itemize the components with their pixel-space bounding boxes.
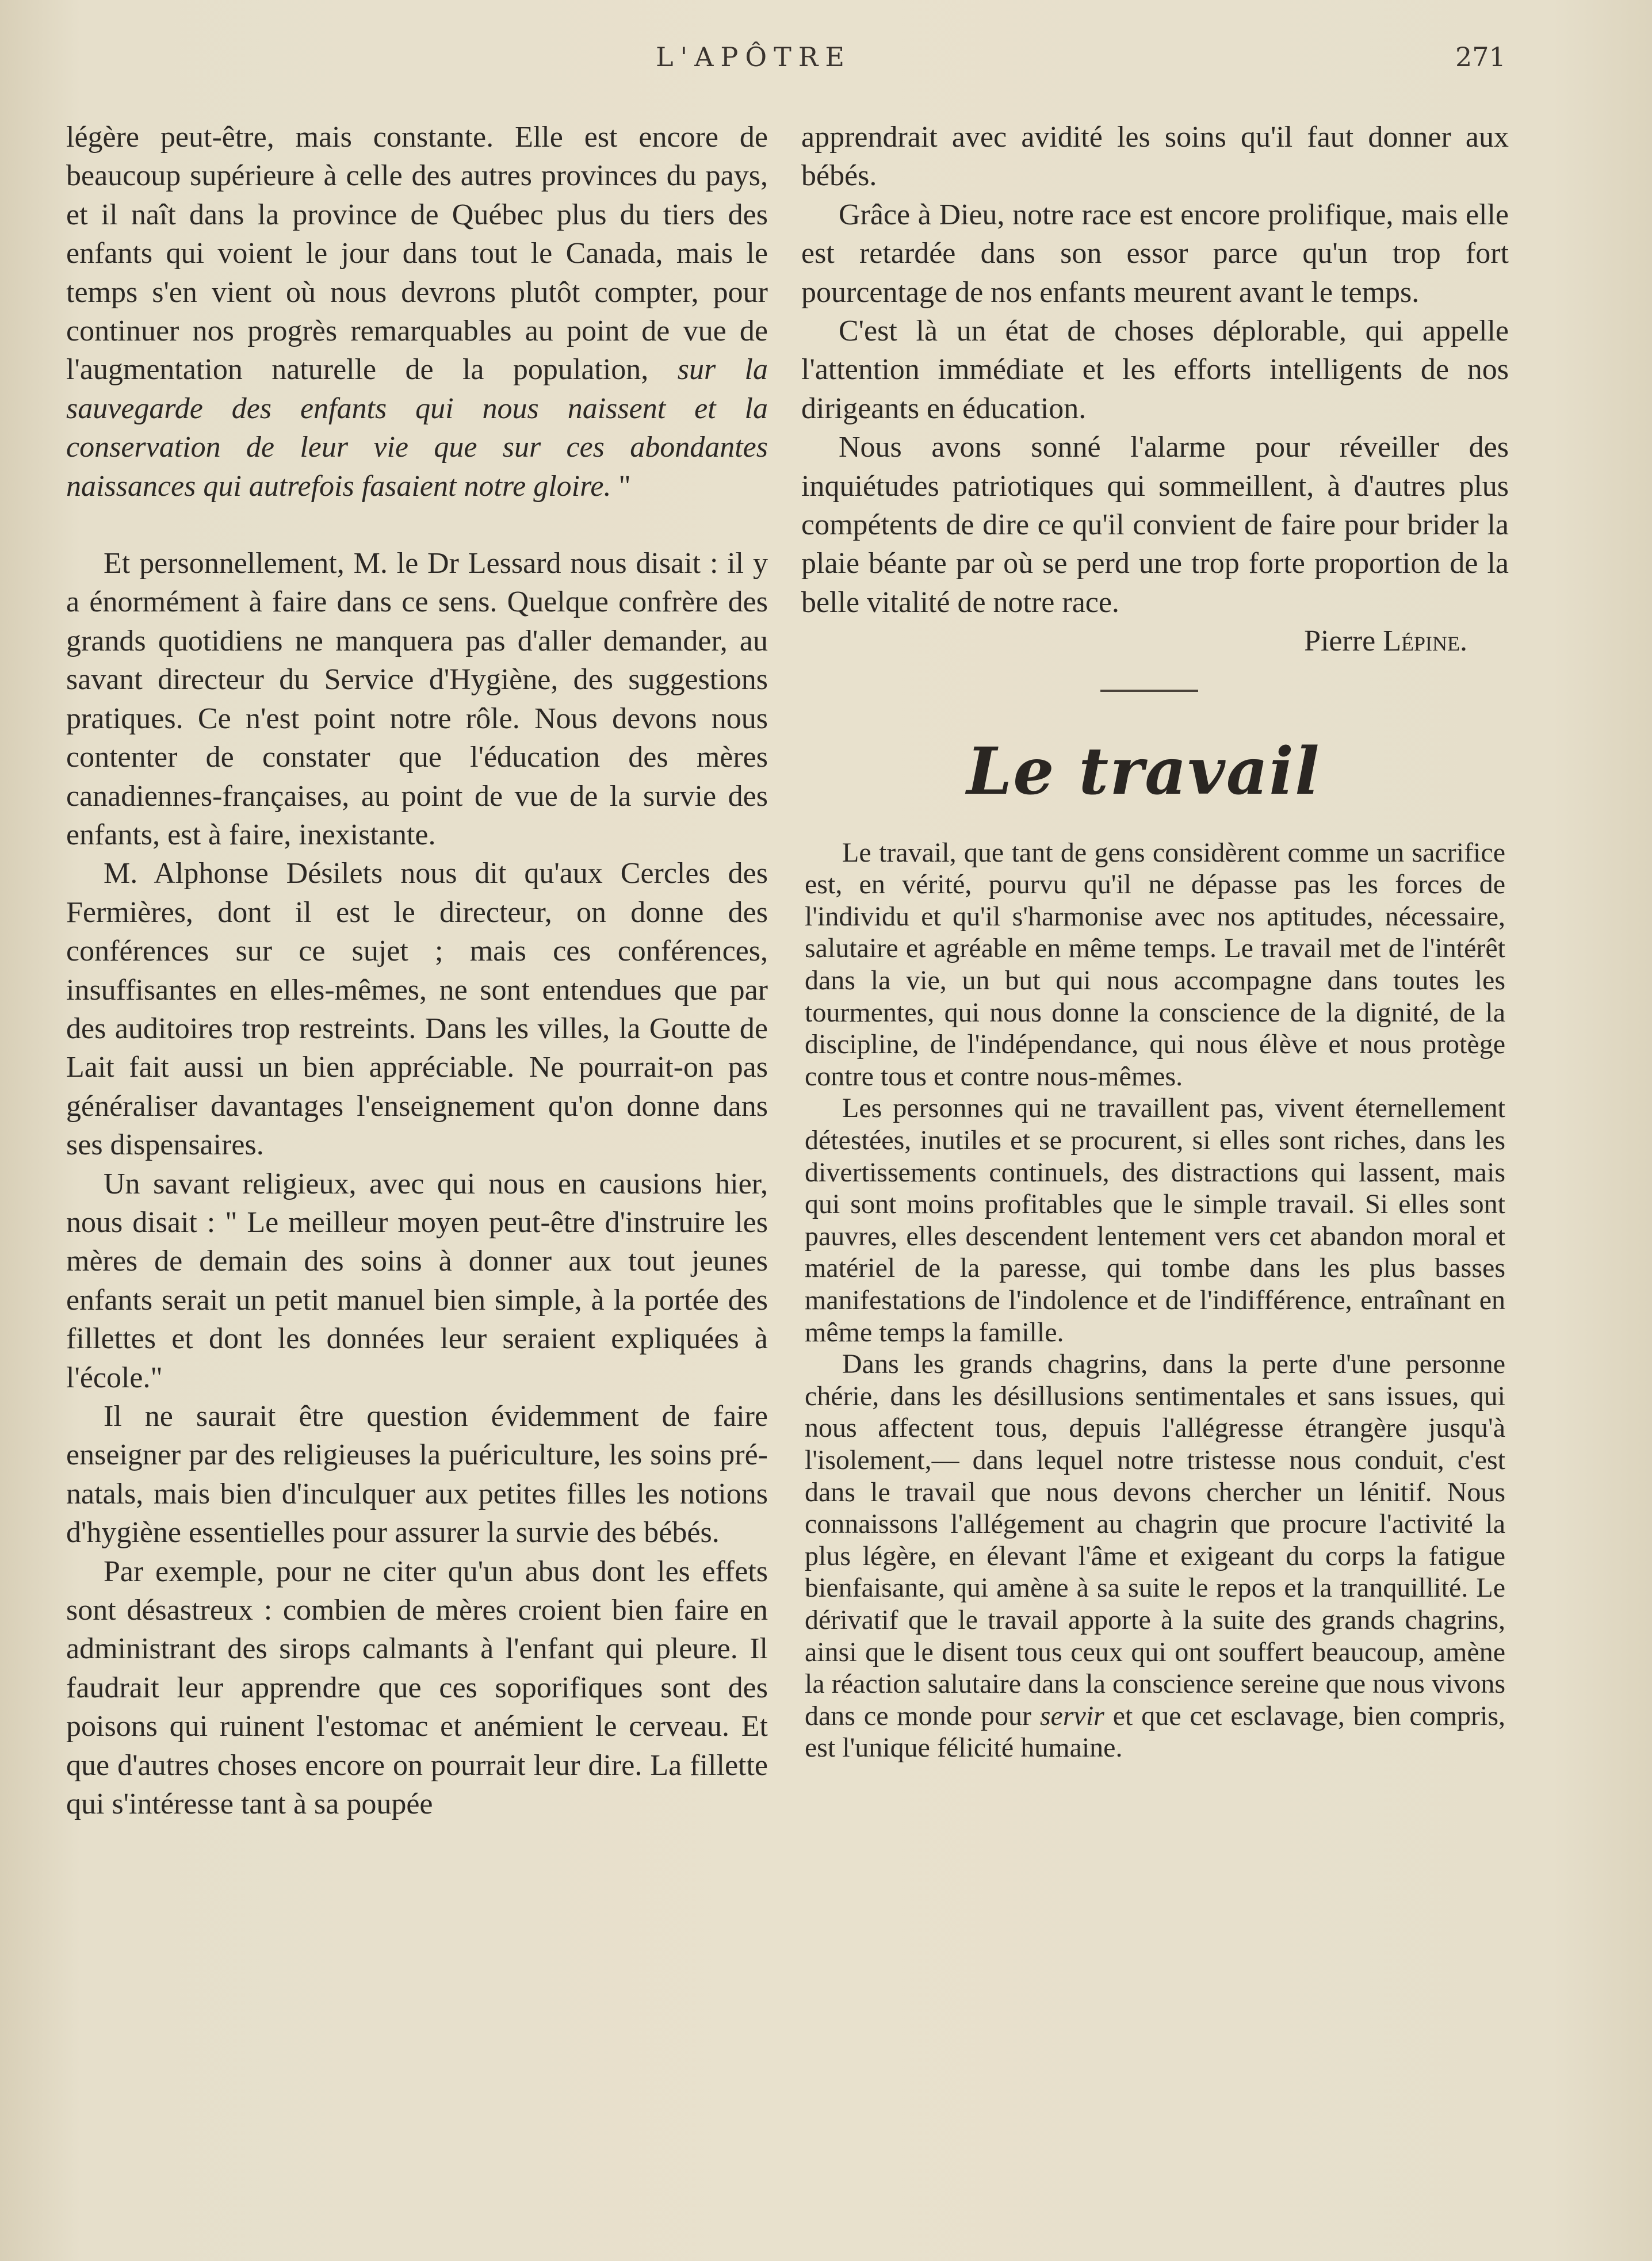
author-signature: [801, 622, 1509, 660]
article-paragraph-1: Le travail, que tant de gens considèrent comme un sacrifice est, en vérité, pourvu qu'il ne dépasse pas les forces de l'individu et qu'il s'harmonise avec nos aptitudes, nécessaire, salutaire et agréable en même temps. Le travail met de l'intérêt dans la vie, un but qui nous accompagne dans toutes les tourmentes, qui nous donne la conscience de la dignité, de la discipline, de l'indépendance, qui nous élève et nous protège contre tous et contre nous-mêmes.: [805, 837, 1505, 1092]
paragraph-lessard: Et personnellement, M. le Dr Lessard nous disait : il y a énormément à faire dans ce sens. Quelque confrère des grands quotidiens ne manquera pas d'aller demander, au savant directeur du Service d'Hygiène, des suggestions pratiques. Ce n'est point notre rôle. Nous devons nous contenter de constater que l'éducation des mères canadiennes-françaises, au point de vue de la survie des enfants, est à faire, inexistante.: [66, 547, 768, 851]
page-number: 271: [1455, 41, 1506, 72]
article-body: [805, 837, 1505, 1764]
paragraph-alarme: Nous avons sonné l'alarme pour réveiller des inquiétudes patriotiques qui sommeillent, à d'autres plus compétents de dire ce qu'il convient de faire pour brider la plaie béante par où se perd une trop forte proportion de la belle vitalité de notre race.: [801, 431, 1509, 619]
running-title: L'APÔTRE: [656, 41, 851, 72]
left-column: [66, 118, 768, 1823]
paragraph-continuation: [66, 118, 768, 506]
paragraph-religieux: Un savant religieux, avec qui nous en causions hier, nous disait : " Le meilleur moyen peut-être d'instruire les mères de demain des soins à donner aux tout jeunes enfants serait un petit manuel bien simple, à la portée des fillettes et dont les données leur seraient expliquées à l'école.": [66, 1167, 768, 1394]
paragraph-apprendrait: apprendrait avec avidité les soins qu'il faut donner aux bébés.: [801, 121, 1509, 193]
signature-last-name: Lépine.: [1383, 625, 1467, 658]
article-title: Le travail: [966, 733, 1321, 809]
paragraph-grace: Grâce à Dieu, notre race est encore prolifique, mais elle est retardée dans son essor parce qu'un trop fort pourcentage de nos enfants meurent avant le temps.: [801, 198, 1509, 309]
article-paragraph-3: [805, 1348, 1505, 1764]
article-paragraph-2: Les personnes qui ne travaillent pas, vivent éternellement détestées, inutiles et se procurent, si elles sont riches, dans les divertissements continuels, des distractions qui lassent, mais qui sont moins profitables que le simple travail. Si elles sont pauvres, elles descendent lentement vers cet abandon moral et matériel de la paresse, qui tombe dans les plus basses manifestations de l'indolence et de l'indifférence, entraînant en même temps la famille.: [805, 1093, 1505, 1348]
paragraph-gap: [66, 506, 768, 544]
italic-word: servir: [1039, 1700, 1104, 1731]
right-column: [801, 118, 1509, 1764]
paragraph-text: légère peut-être, mais constante. Elle est encore de beaucoup supérieure à celle des autres provinces du pays, et il naît dans la province de Québec plus du tiers des enfants qui voient le jour dans tout le Canada, mais le temps s'en vient où nous devrons plutôt compter, pour continuer nos progrès remarquables au point de vue de l'augmentation naturelle de la population,: [66, 121, 768, 387]
paragraph-etat: C'est là un état de choses déplorable, qui appelle l'attention immédiate et les efforts intelligents de nos dirigeants en éducation.: [801, 315, 1509, 425]
paragraph-puericulture: Il ne saurait être question évidemment de faire enseigner par des religieuses la puériculture, les soins pré-natals, mais bien d'inculquer aux petites filles les notions d'hygiène essentielles pour assurer la survie des bébés.: [66, 1400, 768, 1550]
section-separator: [1100, 690, 1198, 692]
closing-quote: ": [611, 469, 631, 503]
article-text: Dans les grands chagrins, dans la perte d'une personne chérie, dans les désillusions sentimentales et sans issues, qui nous affectent tous, depuis l'allégresse étrangère jusqu'à l'isolement,— dans lequel notre tristesse nous conduit, c'est dans le travail que nous devons chercher un lénitif. Nous connaissons l'allégement au chagrin que procure l'activité la plus légère, en élevant l'âme et exigeant du corps la fatigue bienfaisante, qui amène à sa suite le repos et la tranquillité. Le dérivatif que le travail apporte à la suite des grands chagrins, ainsi que le disent tous ceux qui ont souffert beaucoup, amène la réaction salutaire dans la conscience sereine que nous vivons dans ce monde pour: [805, 1349, 1505, 1731]
paragraph-desilets: M. Alphonse Désilets nous dit qu'aux Cercles des Fermières, dont il est le directeur, on donne des conférences sur ce sujet ; mais ces conférences, insuffisantes en elles-mêmes, ne sont entendues que par des auditoires trop restreints. Dans les villes, la Goutte de Lait fait aussi un bien appréciable. Ne pourrait-on pas généraliser davantages l'enseignement qu'on donne dans ses dispensaires.: [66, 857, 768, 1162]
signature-first-name: Pierre: [1304, 625, 1383, 658]
page-header: [0, 41, 1652, 87]
article-text-end: et que cet esclavage, bien compris, est l'unique félicité humaine.: [805, 1700, 1506, 1763]
paragraph-exemple: Par exemple, pour ne citer qu'un abus dont les effets sont désastreux : combien de mères croient bien faire en administrant des sirops calmants à l'enfant qui pleure. Il faudrait leur apprendre que ces soporifiques sont des poisons qui ruinent l'estomac et anémient le cerveau. Et que d'autres choses encore on pourrait leur dire. La fillette qui s'intéresse tant à sa poupée: [66, 1555, 768, 1821]
italic-quote: sur la sauvegarde des enfants qui nous naissent et la conservation de leur vie que sur ces abondantes naissances qui autrefois fasaient notre gloire.: [66, 353, 768, 503]
